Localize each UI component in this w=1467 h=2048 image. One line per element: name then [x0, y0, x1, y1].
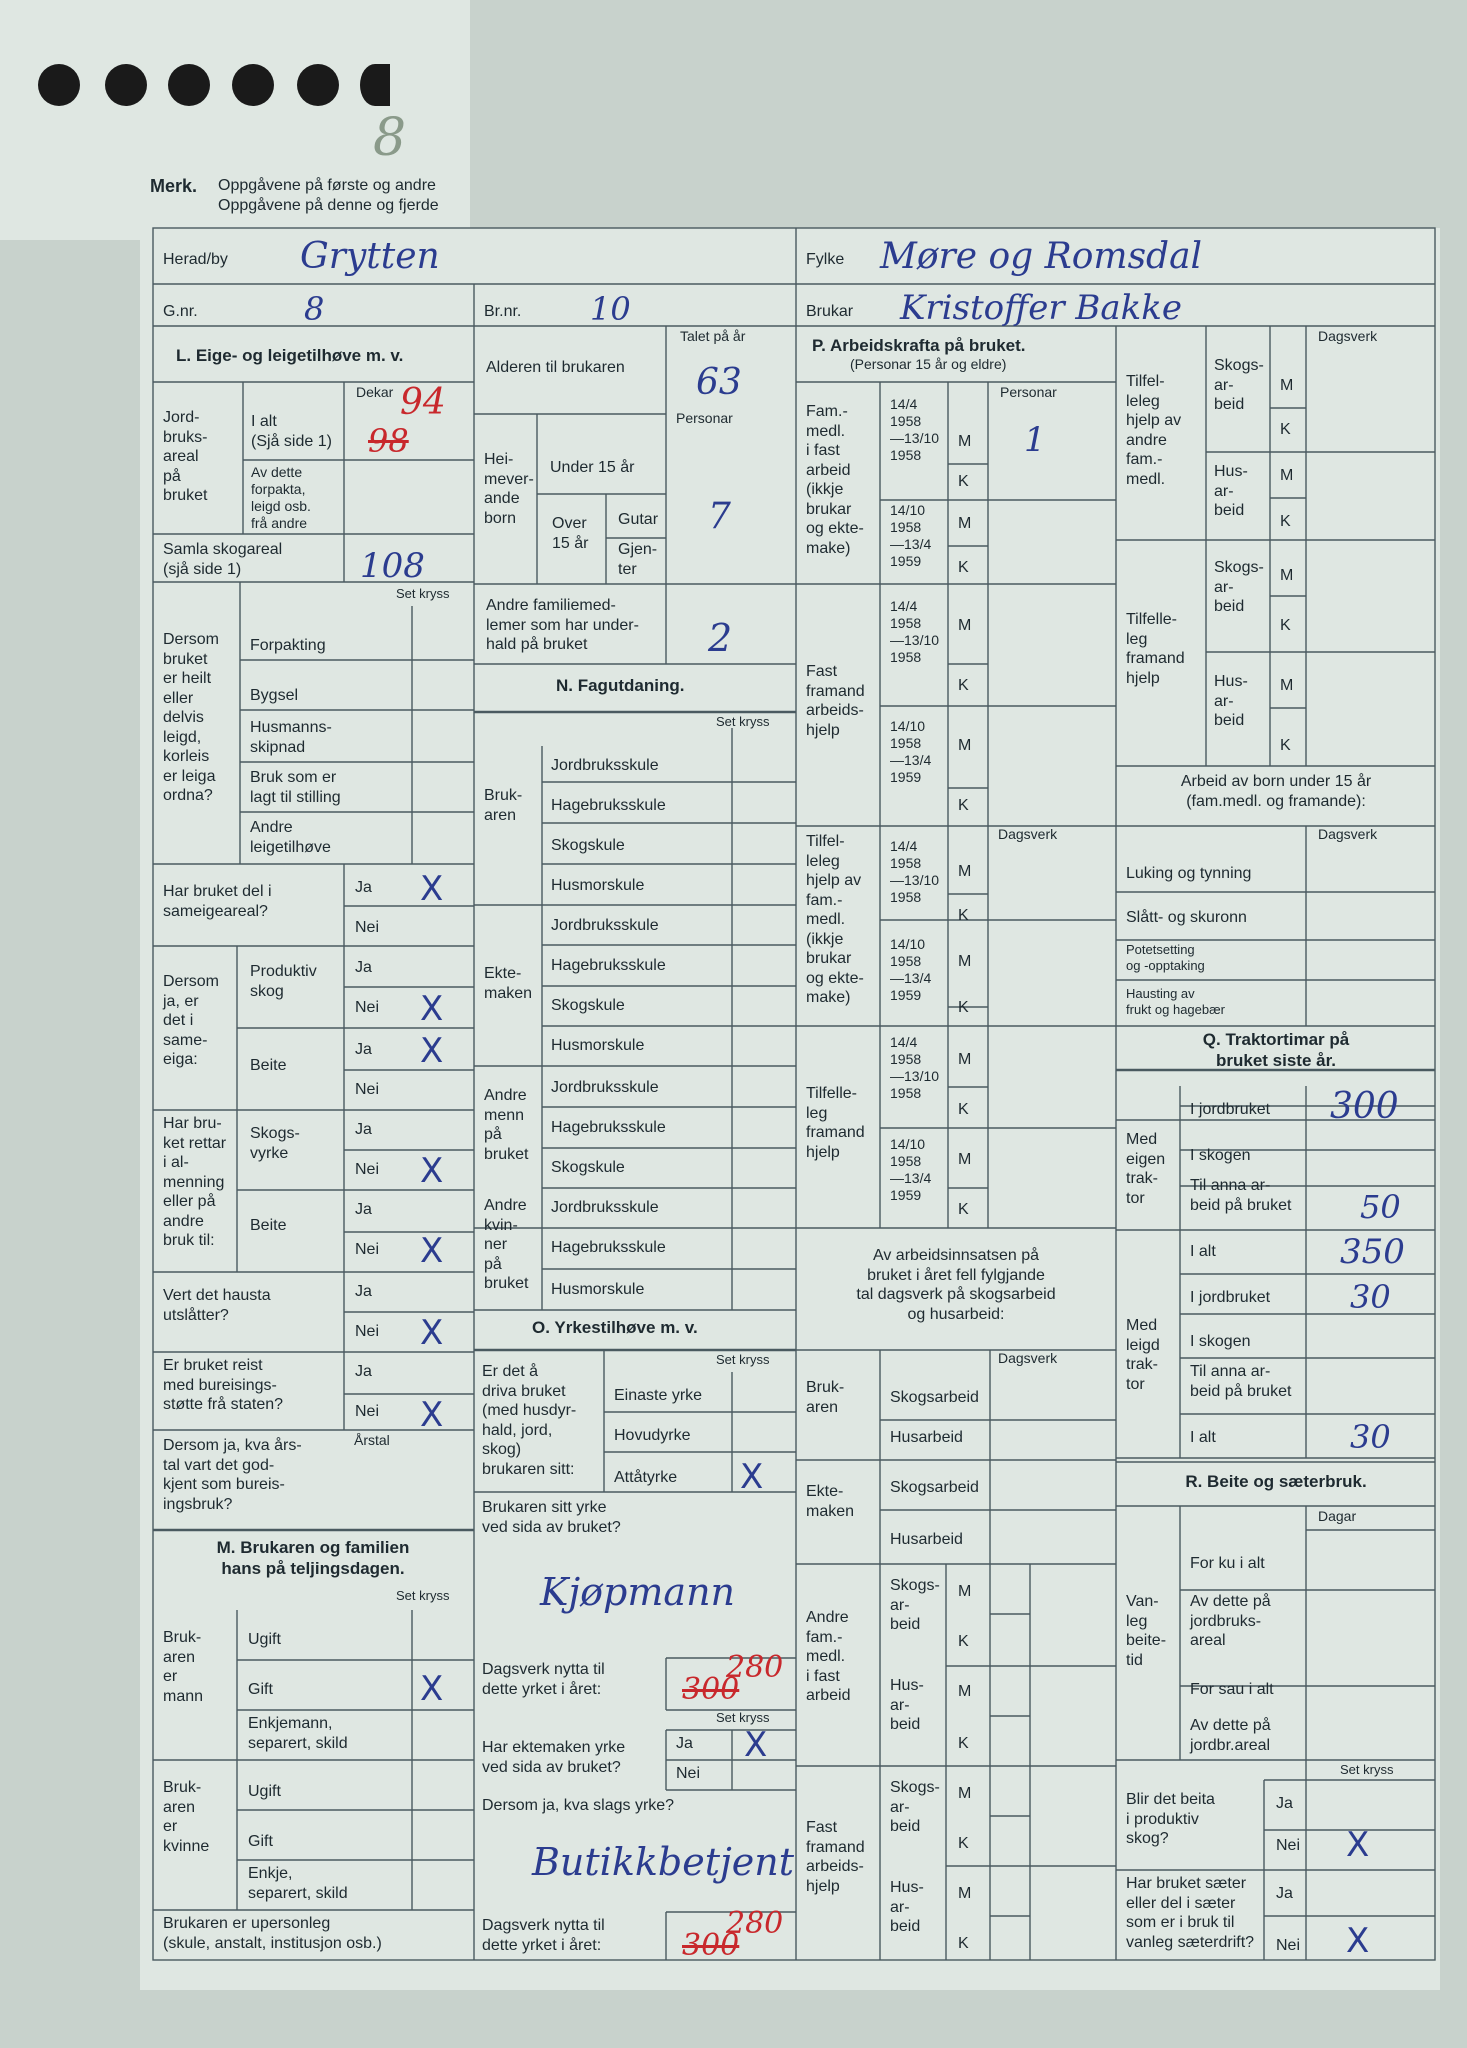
- r-set-kryss: Set kryss: [1340, 1762, 1394, 1777]
- einaste-yrke: Einaste yrke: [614, 1387, 703, 1404]
- p-f-m2: M: [958, 1885, 972, 1902]
- enkje-label: Enkje, separert, skild: [248, 1865, 348, 1902]
- section-o-title: O. Yrkestilhøve m. v.: [532, 1318, 698, 1337]
- r-vanleg-label: Van- leg beite- tid: [1126, 1593, 1167, 1669]
- p-m-7: M: [958, 1051, 972, 1068]
- section-p-title: P. Arbeidskrafta på bruket.: [812, 336, 1026, 355]
- dagsverk-question-1: Dagsverk nytta til dette yrket i året:: [482, 1661, 605, 1698]
- p-f-k1: K: [958, 1835, 969, 1852]
- n-k-husmor: Husmorskule: [551, 1281, 645, 1298]
- r-dagsverk-1: Dagsverk: [1318, 328, 1378, 344]
- fylke-value: Møre og Romsdal: [880, 236, 1203, 277]
- p-k-7: K: [958, 1101, 969, 1118]
- kvinne-ugift: Ugift: [248, 1783, 281, 1800]
- ektemaken-ja-mark: X: [744, 1725, 768, 1765]
- section-r-title: R. Beite og sæterbruk.: [1185, 1472, 1367, 1491]
- r-saeter-question: Har bruket sæter eller del i sæter som er i bruk til vanleg sæterdrift?: [1126, 1875, 1255, 1951]
- r-tfr-k1: K: [1280, 617, 1291, 634]
- n-m-skog: Skogskule: [551, 1159, 625, 1176]
- dagsverk-question-2: Dagsverk nytta til dette yrket i året:: [482, 1917, 605, 1954]
- skogsvyrke-nei-mark: X: [420, 1151, 444, 1191]
- rett-beite-nei: Nei: [355, 1241, 380, 1258]
- n-k-jord: Jordbruksskule: [551, 1199, 659, 1216]
- p-fast-framand-label: Fast framand arbeids- hjelp: [806, 663, 865, 739]
- brnr-value: 10: [590, 290, 631, 328]
- er-det-a-label: Er det å driva bruket (med husdyr- hald, jord, skog) brukaren sitt:: [482, 1363, 577, 1478]
- sitt-yrke-question: Brukaren sitt yrke ved sida av bruket?: [482, 1499, 621, 1536]
- p-e-husarbeid: Husarbeid: [890, 1531, 963, 1548]
- skogsvyrke-label: Skogs- vyrke: [250, 1125, 300, 1162]
- p-a-skogs: Skogs- ar- beid: [890, 1577, 940, 1634]
- kva-slags-value: Butikkbetjent: [532, 1840, 794, 1884]
- dersom-leigd-label: Dersom bruket er heilt eller delvis leigd, korleis er leiga ordna?: [163, 631, 220, 805]
- dagsverk-old-1: 300: [682, 1672, 740, 1707]
- r-tf-m2: M: [1280, 467, 1294, 484]
- heimeverande-label: Hei- mever- ande born: [484, 451, 534, 527]
- enkjemann-label: Enkjemann, separert, skild: [248, 1715, 348, 1752]
- potet-label: Potetsetting og -opptaking: [1126, 942, 1205, 973]
- r-tf-m1: M: [1280, 377, 1294, 394]
- p-b-husarbeid: Husarbeid: [890, 1429, 963, 1446]
- q-eigen-label: Med eigen trak- tor: [1126, 1131, 1166, 1207]
- dagsverk-new-2: 280: [726, 1906, 784, 1941]
- n-m-hage: Hagebruksskule: [551, 1119, 666, 1136]
- herad-label: Herad/by: [163, 251, 228, 268]
- i-alt-new-value: 94: [400, 382, 446, 423]
- n-e-skog: Skogskule: [551, 997, 625, 1014]
- gnr-value: 8: [304, 290, 325, 328]
- r-dagar: Dagar: [1318, 1508, 1357, 1524]
- section-l-title: L. Eige- og leigetilhøve m. v.: [176, 346, 404, 365]
- p-f-hus: Hus- ar- beid: [890, 1879, 924, 1936]
- p-period-4b: 14/10 1958 —13/4 1959: [890, 1136, 932, 1204]
- m-set-kryss: Set kryss: [396, 1588, 450, 1603]
- gjenter-label: Gjen- ter: [618, 541, 658, 578]
- brukar-label: Brukar: [806, 303, 854, 320]
- p-b-skogsarbeid: Skogsarbeid: [890, 1389, 979, 1406]
- p-tilfeleg-framand-label: Tilfelle- leg framand hjelp: [806, 1085, 865, 1161]
- r-tilfeleg-fam-label: Tilfel- leleg hjelp av andre fam.- medl.: [1126, 373, 1182, 488]
- r-saeter-nei-mark: X: [1346, 1921, 1370, 1961]
- n-b-skog: Skogskule: [551, 837, 625, 854]
- brnr-label: Br.nr.: [484, 303, 522, 320]
- p-a-m2: M: [958, 1683, 972, 1700]
- p-k-8: K: [958, 1201, 969, 1218]
- slatt-label: Slått- og skuronn: [1126, 909, 1247, 926]
- r-beita-question: Blir det beita i produktiv skog?: [1126, 1791, 1215, 1848]
- section-m-title: M. Brukaren og familien hans på teljingsdagen.: [216, 1538, 410, 1578]
- brukaren-kvinne-label: Bruk- aren er kvinne: [163, 1779, 210, 1855]
- p-skogs-intro: Av arbeidsinnsatsen på bruket i året fell fylgjande tal dagsverk på skogsarbeid og husarbeid:: [856, 1247, 1056, 1323]
- brukar-value: Kristoffer Bakke: [900, 288, 1182, 328]
- sitt-yrke-value: Kjøpmann: [540, 1570, 736, 1614]
- r-tf-skogs: Skogs- ar- beid: [1214, 357, 1264, 414]
- p-m-3: M: [958, 617, 972, 634]
- gutar-value: 7: [708, 496, 731, 537]
- beite-label-2: Beite: [250, 1217, 287, 1234]
- p-personar: Personar: [1000, 384, 1057, 400]
- luking-label: Luking og tynning: [1126, 865, 1252, 882]
- n-e-jord: Jordbruksskule: [551, 917, 659, 934]
- andre-leige-label: Andre leigetilhøve: [250, 819, 331, 856]
- alderen-value: 63: [696, 362, 742, 403]
- merk-line-2: Oppgåvene på denne og fjerde: [218, 197, 439, 214]
- n-k-hage: Hagebruksskule: [551, 1239, 666, 1256]
- reist-nei: Nei: [355, 1403, 380, 1420]
- beite-ja: Ja: [355, 1041, 372, 1058]
- personar-label: Personar: [676, 410, 733, 426]
- p-k-5: K: [958, 907, 969, 924]
- rett-beite-nei-mark: X: [420, 1231, 444, 1271]
- kvinne-gift: Gift: [248, 1833, 273, 1850]
- r-beita-nei-mark: X: [1346, 1825, 1370, 1865]
- q-leigd-skog-label: I skogen: [1190, 1333, 1251, 1350]
- p-m-2: M: [958, 515, 972, 532]
- p-period-2b: 14/10 1958 —13/4 1959: [890, 718, 932, 786]
- p-ektemaken-label: Ekte- maken: [806, 1483, 855, 1520]
- dersom-ja-label: Dersom ja, er det i same- eiga:: [163, 973, 220, 1069]
- hausting-label: Hausting av frukt og hagebær: [1126, 986, 1226, 1017]
- n-b-jord: Jordbruksskule: [551, 757, 659, 774]
- rett-beite-ja: Ja: [355, 1201, 372, 1218]
- hausta-question: Vert det hausta utslåtter?: [163, 1287, 271, 1324]
- produktiv-skog-label: Produktiv skog: [250, 963, 317, 1000]
- r-tfr-m2: M: [1280, 677, 1294, 694]
- p-dagsverk-2: Dagsverk: [998, 1350, 1058, 1366]
- skogsvyrke-ja: Ja: [355, 1121, 372, 1138]
- q-eigen-alt-label: I alt: [1190, 1243, 1216, 1260]
- samla-skog-label: Samla skogareal (sjå side 1): [163, 541, 283, 578]
- p-f-m1: M: [958, 1785, 972, 1802]
- r-sau-label: For sau i alt: [1190, 1681, 1274, 1698]
- sameige-ja: Ja: [355, 879, 372, 896]
- andre-fam-value: 2: [708, 616, 733, 660]
- q-leigd-alt-label: I alt: [1190, 1429, 1216, 1446]
- beite-nei: Nei: [355, 1081, 380, 1098]
- p-a-k2: K: [958, 1735, 969, 1752]
- r-ku-label: For ku i alt: [1190, 1555, 1265, 1572]
- produktiv-nei: Nei: [355, 999, 380, 1016]
- produktiv-nei-mark: X: [420, 989, 444, 1029]
- arstal-label: Årstal: [354, 1432, 390, 1448]
- hausta-nei-mark: X: [420, 1313, 444, 1353]
- under-15-label: Under 15 år: [550, 459, 635, 476]
- r-tfr-k2: K: [1280, 737, 1291, 754]
- o-set-kryss: Set kryss: [716, 1352, 770, 1367]
- hovudyrke: Hovudyrke: [614, 1427, 691, 1444]
- p-m-1: M: [958, 433, 972, 450]
- r-tfr-m1: M: [1280, 567, 1294, 584]
- sameige-question: Har bruket del i sameigeareal?: [163, 883, 272, 920]
- p-tilfeleg-fam-label: Tilfel- leleg hjelp av fam.- medl. (ikkje brukar og ekte- make): [806, 833, 864, 1007]
- r-tf-k1: K: [1280, 421, 1291, 438]
- ektemaken-yrke-question: Har ektemaken yrke ved sida av bruket?: [482, 1739, 626, 1776]
- r-tilfeleg-framand-label: Tilfelle- leg framand hjelp: [1126, 611, 1185, 687]
- l-set-kryss: Set kryss: [396, 586, 450, 601]
- r-dagsverk-2: Dagsverk: [1318, 826, 1378, 842]
- p-k-3: K: [958, 677, 969, 694]
- sameige-nei: Nei: [355, 919, 380, 936]
- upersonleg-label: Brukaren er upersonleg (skule, anstalt, institusjon osb.): [163, 1915, 382, 1952]
- r-saeter-ja: Ja: [1276, 1885, 1293, 1902]
- n-brukaren-label: Bruk- aren: [484, 787, 523, 824]
- i-alt-old-value: 98: [368, 422, 409, 460]
- section-q-title: Q. Traktortimar på bruket siste år.: [1202, 1030, 1350, 1070]
- q-leigd-label: Med leigd trak- tor: [1126, 1317, 1160, 1393]
- p-period-4a: 14/4 1958 —13/10 1958: [890, 1034, 940, 1102]
- merk-line-1: Oppgåvene på første og andre: [218, 177, 436, 194]
- mann-gift: Gift: [248, 1681, 273, 1698]
- p-a-hus: Hus- ar- beid: [890, 1677, 924, 1734]
- p-dagsverk-1: Dagsverk: [998, 826, 1058, 842]
- produktiv-ja: Ja: [355, 959, 372, 976]
- p-e-skogsarbeid: Skogsarbeid: [890, 1479, 979, 1496]
- section-n-title: N. Fagutdaning.: [556, 676, 685, 695]
- talet-pa-ar-label: Talet på år: [680, 328, 746, 344]
- p-k-2: K: [958, 559, 969, 576]
- gutar-label: Gutar: [618, 511, 659, 528]
- p-m-4: M: [958, 737, 972, 754]
- p-m-8: M: [958, 1151, 972, 1168]
- herad-value: Grytten: [300, 236, 440, 277]
- r-av-dette-jord-label: Av dette på jordbruks- areal: [1190, 1593, 1271, 1650]
- bruk-som-label: Bruk som er lagt til stilling: [250, 769, 341, 806]
- p-fam-fast-value: 1: [1024, 420, 1046, 460]
- husmann-label: Husmanns- skipnad: [250, 719, 332, 756]
- q-leigd-alt-value: 30: [1350, 1418, 1391, 1456]
- reist-ja: Ja: [355, 1363, 372, 1380]
- q-eigen-jord-label: I jordbruket: [1190, 1101, 1271, 1118]
- q-leigd-anna-label: Til anna ar- beid på bruket: [1190, 1363, 1292, 1400]
- r-beita-nei: Nei: [1276, 1837, 1301, 1854]
- p-period-3b: 14/10 1958 —13/4 1959: [890, 936, 932, 1004]
- p-a-m1: M: [958, 1583, 972, 1600]
- p-m-6: M: [958, 953, 972, 970]
- dekar-label: Dekar: [356, 384, 394, 400]
- p-period-2a: 14/4 1958 —13/10 1958: [890, 598, 940, 666]
- r-av-dette-jordbr-label: Av dette på jordbr.areal: [1190, 1717, 1271, 1754]
- av-dette-label: Av dette forpakta, leigd osb. frå andre: [251, 464, 311, 532]
- over-15-label: Over 15 år: [552, 515, 589, 552]
- kva-slags-question: Dersom ja, kva slags yrke?: [482, 1797, 675, 1814]
- p-period-1a: 14/4 1958 —13/10 1958: [890, 396, 940, 464]
- arstal-question: Dersom ja, kva års- tal vart det god- kjent som bureis- ingsbruk?: [163, 1437, 302, 1513]
- r-tf-hus: Hus- ar- beid: [1214, 463, 1248, 520]
- dagsverk-new-1: 280: [726, 1650, 784, 1685]
- sameige-ja-mark: X: [420, 869, 444, 909]
- page-number: 8: [373, 108, 407, 168]
- p-andre-fam-fast-label: Andre fam.- medl. i fast arbeid: [806, 1609, 851, 1705]
- dagsverk-old-2: 300: [682, 1928, 740, 1963]
- samla-skog-value: 108: [360, 546, 425, 586]
- jordbruksareal-label: Jord- bruks- areal på bruket: [163, 409, 208, 505]
- mann-ugift: Ugift: [248, 1631, 281, 1648]
- gnr-label: G.nr.: [163, 303, 198, 320]
- reist-question: Er bruket reist med bureisings- støtte frå staten?: [163, 1357, 284, 1414]
- r-beita-ja: Ja: [1276, 1795, 1293, 1812]
- ektemaken-ja: Ja: [676, 1735, 693, 1752]
- n-m-jord: Jordbruksskule: [551, 1079, 659, 1096]
- p-m-5: M: [958, 863, 972, 880]
- hausta-ja: Ja: [355, 1283, 372, 1300]
- r-tfr-skogs: Skogs- ar- beid: [1214, 559, 1264, 616]
- q-eigen-alt-value: 350: [1340, 1232, 1405, 1272]
- o-set-kryss-2: Set kryss: [716, 1710, 770, 1725]
- mann-gift-mark: X: [420, 1669, 444, 1709]
- n-set-kryss: Set kryss: [716, 714, 770, 729]
- p-k-1: K: [958, 473, 969, 490]
- q-eigen-anna-value: 50: [1360, 1188, 1401, 1226]
- n-ektemaken-label: Ekte- maken: [484, 965, 533, 1002]
- andre-fam-label: Andre familiemed- lemer som har under- hald på bruket: [486, 597, 639, 654]
- skogsvyrke-nei: Nei: [355, 1161, 380, 1178]
- p-k-6: K: [958, 999, 969, 1016]
- q-leigd-jord-label: I jordbruket: [1190, 1289, 1271, 1306]
- fylke-label: Fylke: [806, 251, 845, 268]
- p-fast-framand-2-label: Fast framand arbeids- hjelp: [806, 1819, 865, 1895]
- hausta-nei: Nei: [355, 1323, 380, 1340]
- attatyrke-mark: X: [740, 1457, 764, 1497]
- p-f-k2: K: [958, 1935, 969, 1952]
- section-p-subtitle: (Personar 15 år og eldre): [850, 356, 1007, 372]
- born-title: Arbeid av born under 15 år (fam.medl. og framande):: [1180, 773, 1372, 810]
- brukaren-mann-label: Bruk- aren er mann: [163, 1629, 204, 1705]
- merk-label: Merk.: [150, 176, 198, 196]
- p-period-1b: 14/10 1958 —13/4 1959: [890, 502, 932, 570]
- r-tf-k2: K: [1280, 513, 1291, 530]
- p-f-skogs: Skogs- ar- beid: [890, 1779, 940, 1836]
- q-eigen-anna-label: Til anna ar- beid på bruket: [1190, 1177, 1292, 1214]
- q-eigen-jord-value: 300: [1330, 1086, 1399, 1127]
- n-b-hage: Hagebruksskule: [551, 797, 666, 814]
- p-k-4: K: [958, 797, 969, 814]
- n-e-hage: Hagebruksskule: [551, 957, 666, 974]
- p-period-3a: 14/4 1958 —13/10 1958: [890, 838, 940, 906]
- reist-nei-mark: X: [420, 1395, 444, 1435]
- har-bruket-rettar-label: Har bru- ket rettar i al- menning eller på andre bruk til:: [163, 1115, 227, 1250]
- n-andre-menn-label: Andre menn på bruket: [484, 1087, 529, 1163]
- n-b-husmor: Husmorskule: [551, 877, 645, 894]
- ektemaken-nei: Nei: [676, 1765, 701, 1782]
- alderen-label: Alderen til brukaren: [486, 359, 625, 376]
- i-alt-label: I alt (Sjå side 1): [251, 413, 332, 450]
- q-eigen-skog-label: I skogen: [1190, 1147, 1251, 1164]
- n-e-husmor: Husmorskule: [551, 1037, 645, 1054]
- p-a-k1: K: [958, 1633, 969, 1650]
- r-tfr-hus: Hus- ar- beid: [1214, 673, 1248, 730]
- bygsel-label: Bygsel: [250, 687, 299, 704]
- p-fam-fast-label: Fam.- medl. i fast arbeid (ikkje brukar og ekte- make): [806, 403, 864, 557]
- p-brukaren-label: Bruk- aren: [806, 1379, 845, 1416]
- beite-ja-mark: X: [420, 1031, 444, 1071]
- attatyrke: Attåtyrke: [614, 1469, 678, 1486]
- n-andre-kvinner-label: Andre kvin- ner på bruket: [484, 1197, 529, 1293]
- beite-label-1: Beite: [250, 1057, 287, 1074]
- q-leigd-jord-value: 30: [1350, 1278, 1391, 1316]
- r-saeter-nei: Nei: [1276, 1937, 1301, 1954]
- forpakting-label: Forpakting: [250, 637, 326, 654]
